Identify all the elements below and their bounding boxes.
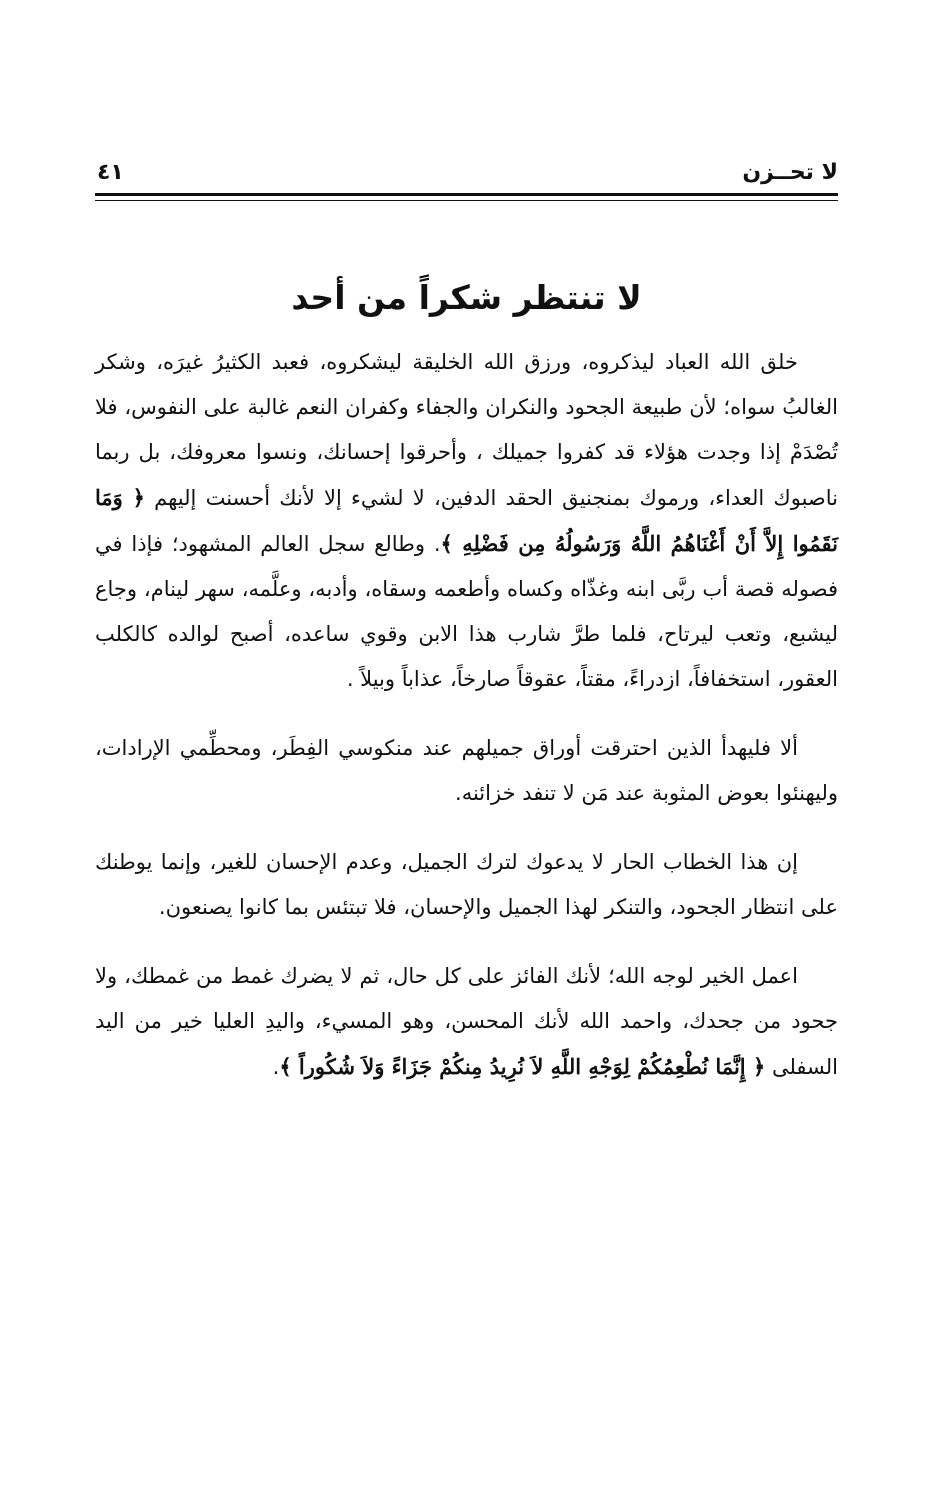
paragraph-1-text-before: خلق الله العباد ليذكروه، ورزق الله الخليقة ليشكروه، فعبد الكثيرُ غيرَه، وشكر الغالبُ سواه؛ لأن طبيعة الجحود والنكران والجفاء وكفران النعم غالبة على النفوس، فلا تُصْدَمْ إذا وجدت هؤلاء قد كفروا جميلك ، وأحرقوا إحسانك، ونسوا معروفك، بل ربما ناصبوك العداء، ورموك بمنجنيق الحقد الدفين، لا لشيء إلا لأنك أحسنت إليهم — [95, 350, 838, 510]
running-title: لا تحــزن — [742, 160, 838, 185]
quran-verse-2: ﴿ إِنَّمَا نُطْعِمُكُمْ لِوَجْهِ اللَّهِ لاَ نُرِيدُ مِنكُمْ جَزَاءً وَلاَ شُكُوراً ﴾ — [279, 1054, 766, 1079]
paragraph-4 — [95, 954, 838, 1090]
paragraph-4-text-after: . — [272, 1055, 280, 1079]
page-number: ٤١ — [97, 160, 124, 185]
paragraph-1-text-after: . وطالع سجل العالم المشهود؛ فإذا في فصوله قصة أب ربَّى ابنه وغذّاه وكساه وأطعمه وسقاه، وأدبه، وعلَّمه، سهر لينام، وجاع ليشبع، وتعب ليرتاح، فلما طرَّ شارب هذا الابن وقوي ساعده، أصبح لوالده كالكلب العقور، استخفافاً، ازدراءً، مقتاً، عقوقاً صارخاً، عذاباً وبيلاً . — [95, 532, 838, 691]
header-rule-thick — [95, 193, 838, 196]
chapter-title: لا تنتظر شكراً من أحد — [291, 278, 642, 317]
header-rule-thin — [95, 200, 838, 201]
quran-verse-1: ﴿ وَمَا نَقَمُوا إِلاَّ أَنْ أَغْنَاهُمُ اللَّهُ وَرَسُولُهُ مِن فَضْلِهِ ﴾ — [95, 485, 838, 556]
paragraph-4-text-before: اعمل الخير لوجه الله؛ لأنك الفائز على كل حال، ثم لا يضرك غمط من غمطك، ولا جحود من جحدك، واحمد الله لأنك المحسن، وهو المسيء، واليدِ العليا خير من اليد السفلى — [95, 964, 838, 1079]
body-text — [95, 340, 838, 1090]
paragraph-2: ألا فليهدأ الذين احترقت أوراق جميلهم عند منكوسي الفِطَر، ومحطِّمي الإرادات، وليهنئوا بعوض المثوبة عند مَن لا تنفد خزائنه. — [95, 736, 838, 805]
paragraph-3: إن هذا الخطاب الحار لا يدعوك لترك الجميل، وعدم الإحسان للغير، وإنما يوطنك على انتظار الجحود، والتنكر لهذا الجميل والإحسان، فلا تبتئس بما كانوا يصنعون. — [95, 850, 838, 919]
paragraph-1 — [95, 340, 838, 702]
page-header — [95, 150, 838, 190]
